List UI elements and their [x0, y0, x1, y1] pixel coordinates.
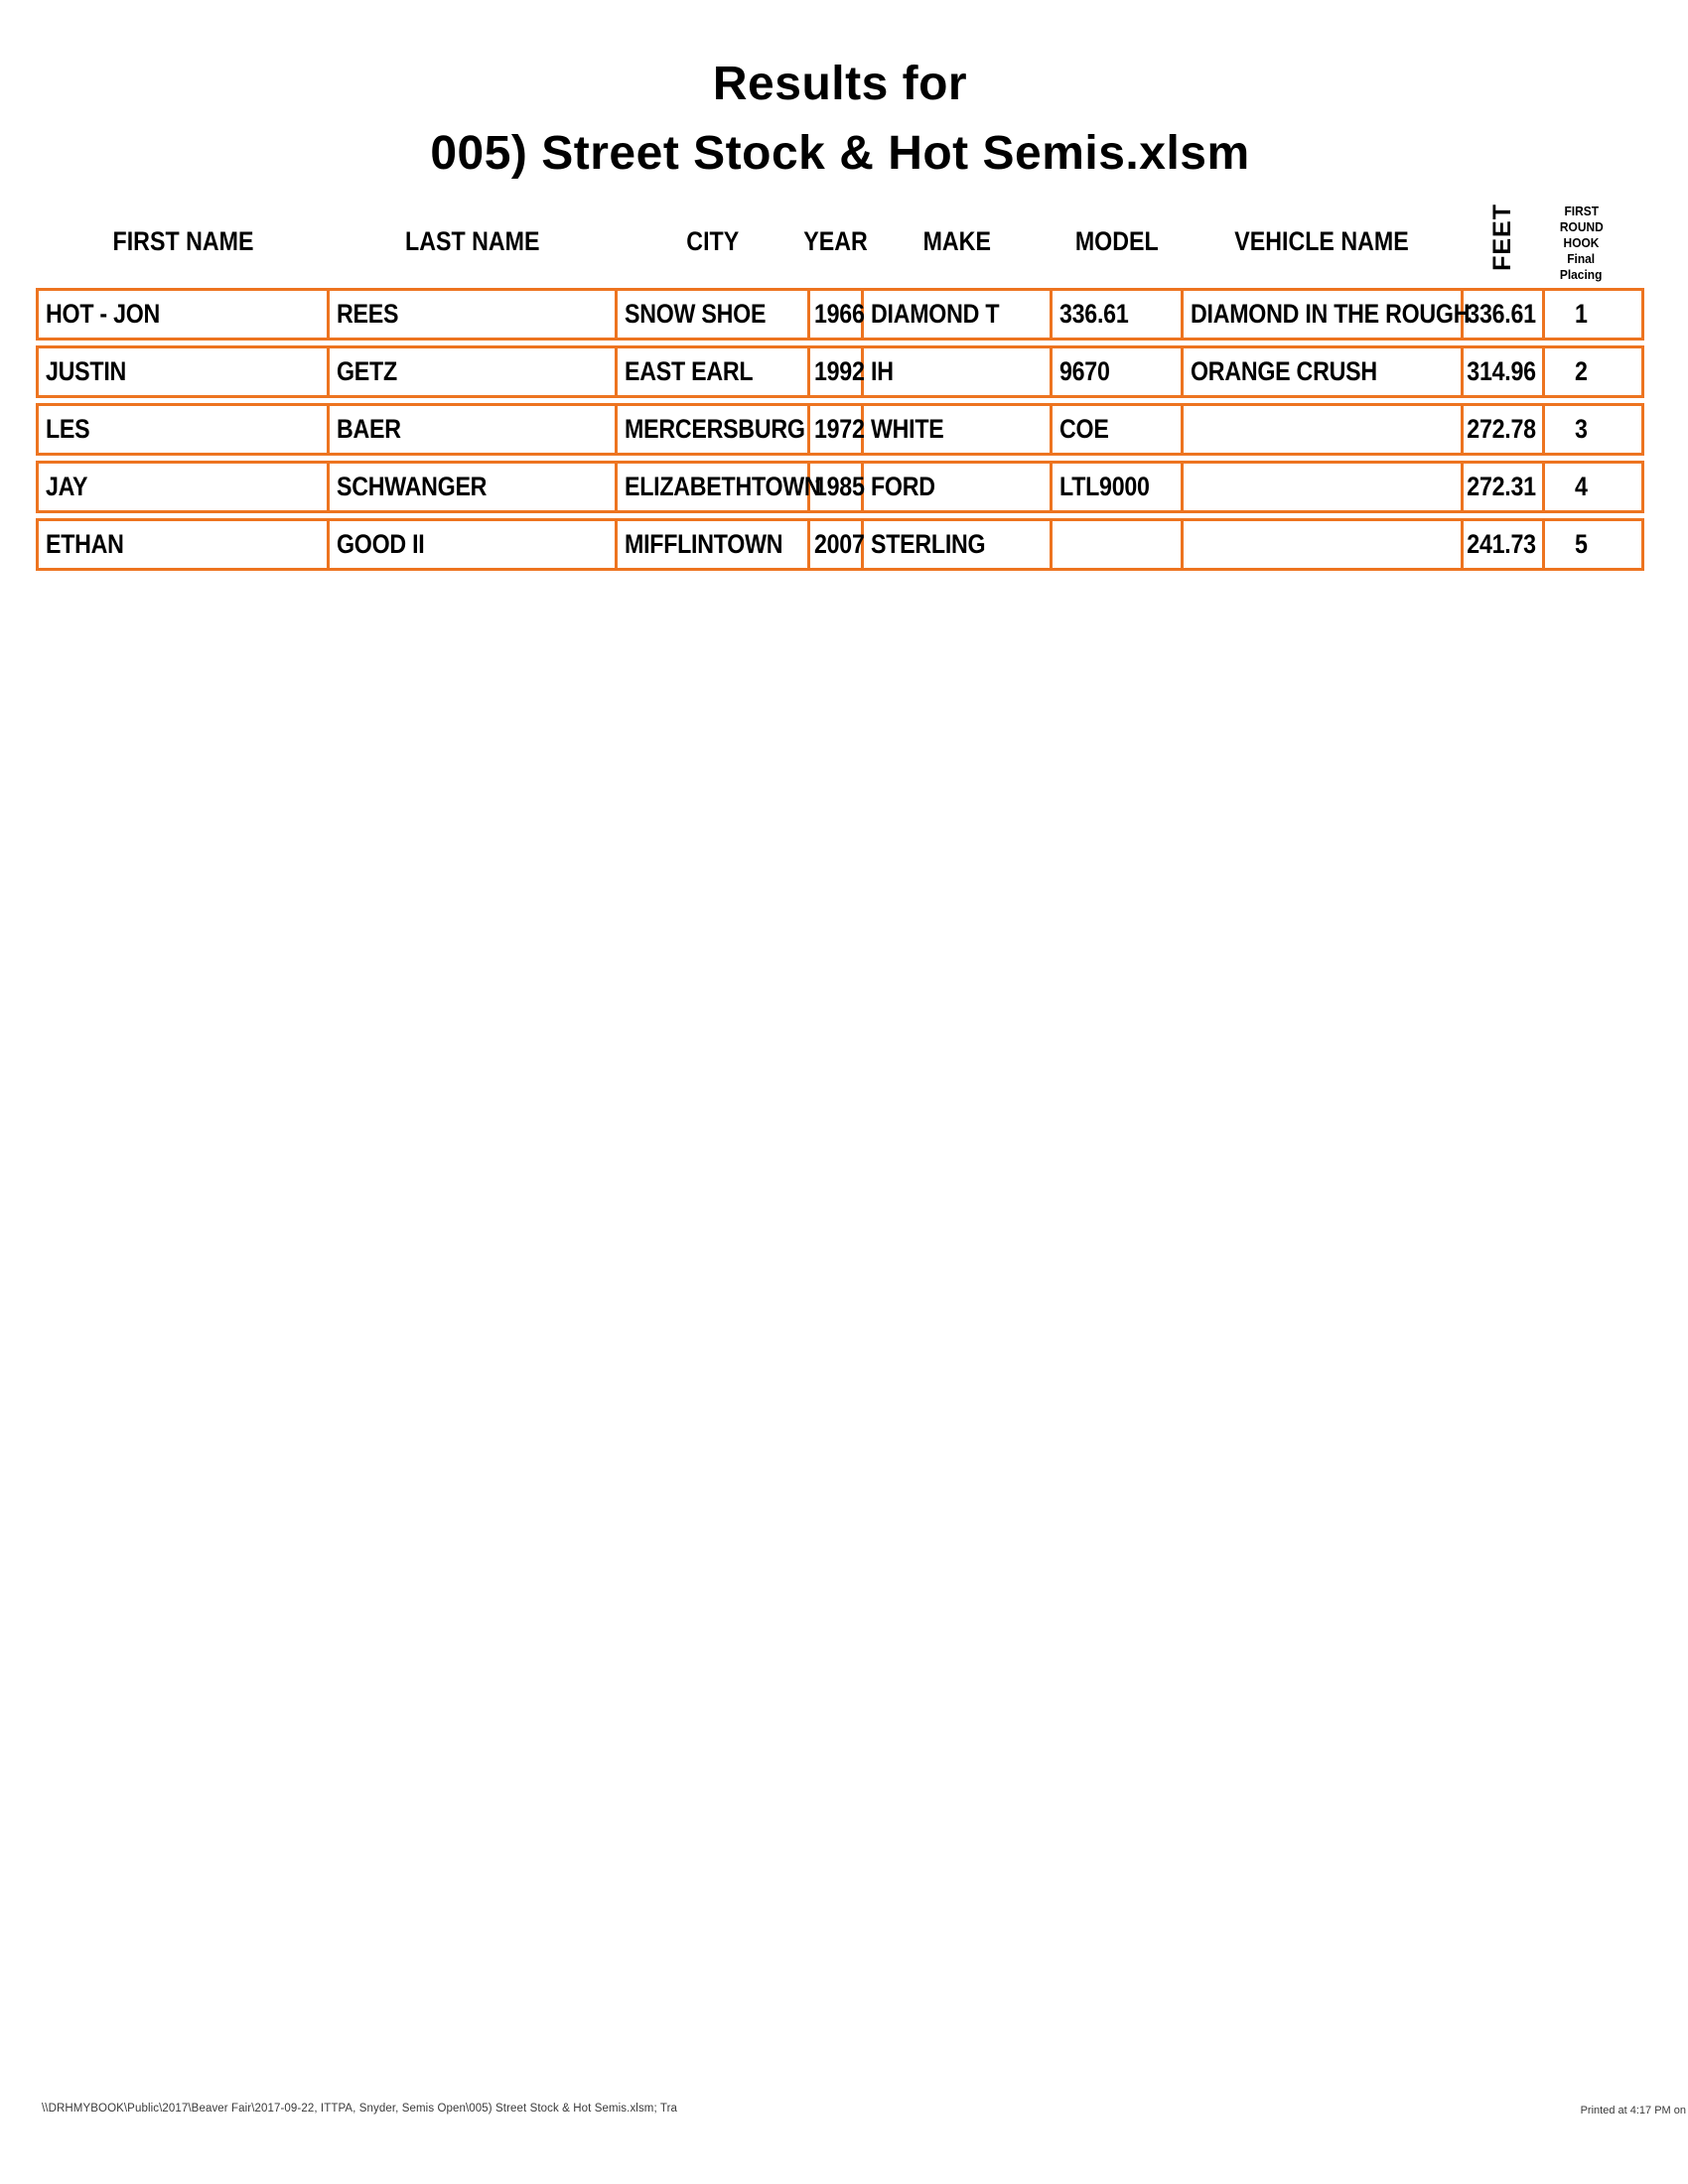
column-header-line: ROUND: [1559, 219, 1604, 234]
column-header-label: LAST NAME: [404, 226, 540, 256]
cell-last-name: [327, 348, 615, 395]
cell-value: 314.96: [1467, 356, 1536, 386]
table-header-row: [36, 189, 1644, 288]
cell-value: 2007: [814, 529, 865, 559]
cell-value: LTL9000: [1059, 472, 1150, 501]
cell-value: 1: [1575, 299, 1588, 329]
cell-vehicle-name: [1181, 406, 1461, 453]
column-header-label: YEAR: [803, 226, 868, 256]
cell-model: [1050, 291, 1181, 338]
cell-vehicle-name: [1181, 464, 1461, 510]
column-header-line: HOOK: [1563, 235, 1600, 250]
cell-city: [615, 348, 807, 395]
cell-city: [615, 291, 807, 338]
footer-printed-at: Printed at 4:17 PM on: [1580, 2105, 1686, 2116]
column-header-vehicle-name: [1181, 192, 1461, 285]
column-header-first-round-hook-final-placing: [1542, 192, 1618, 285]
cell-city: [615, 406, 807, 453]
column-header-city: [615, 192, 807, 285]
column-header-line: Final: [1567, 251, 1596, 266]
cell-value: 1992: [814, 356, 865, 386]
cell-value: ETHAN: [46, 529, 124, 559]
column-header-label: FIRST NAME: [112, 226, 253, 256]
cell-first-name: [39, 406, 327, 453]
cell-feet: [1461, 464, 1542, 510]
column-header-line: Placing: [1560, 267, 1603, 282]
cell-year: [807, 406, 865, 453]
cell-year: [807, 464, 865, 510]
cell-value: 1985: [814, 472, 865, 501]
cell-vehicle-name: [1181, 291, 1471, 338]
cell-first-name: [39, 348, 327, 395]
cell-value: EAST EARL: [625, 356, 754, 386]
cell-year: [807, 291, 865, 338]
cell-value: 3: [1575, 414, 1588, 444]
cell-year: [807, 521, 865, 568]
cell-model: [1050, 406, 1181, 453]
column-header-label: VEHICLE NAME: [1234, 226, 1410, 256]
cell-vehicle-name: [1181, 348, 1461, 395]
cell-feet: [1461, 406, 1542, 453]
cell-value: 336.61: [1059, 299, 1129, 329]
cell-first-name: [39, 464, 327, 510]
column-header-label-vertical: FEET: [1488, 204, 1516, 271]
cell-placing: [1542, 464, 1618, 510]
cell-city: [615, 521, 807, 568]
cell-value: GOOD II: [337, 529, 425, 559]
cell-value: 1972: [814, 414, 865, 444]
cell-value: ELIZABETHTOWN: [625, 472, 821, 501]
cell-value: BAER: [337, 414, 401, 444]
cell-value: COE: [1059, 414, 1109, 444]
results-table-body: [36, 288, 1644, 571]
cell-value: 272.78: [1467, 414, 1536, 444]
cell-value: 9670: [1059, 356, 1110, 386]
cell-last-name: [327, 521, 615, 568]
cell-value: 336.61: [1467, 299, 1536, 329]
cell-last-name: [327, 291, 615, 338]
cell-value: FORD: [871, 472, 935, 501]
cell-value: JUSTIN: [46, 356, 127, 386]
column-header-line: FIRST: [1564, 204, 1599, 218]
column-header-feet: [1461, 192, 1542, 285]
table-row: [36, 461, 1644, 513]
cell-model: [1050, 521, 1181, 568]
cell-value: IH: [871, 356, 894, 386]
cell-make: [861, 464, 1050, 510]
cell-value: ORANGE CRUSH: [1191, 356, 1377, 386]
column-header-first-name: [39, 192, 327, 285]
cell-value: REES: [337, 299, 399, 329]
cell-make: [861, 521, 1050, 568]
cell-value: WHITE: [871, 414, 944, 444]
column-header-year: [803, 192, 868, 285]
cell-value: SCHWANGER: [337, 472, 488, 501]
cell-model: [1050, 464, 1181, 510]
cell-feet: [1461, 348, 1542, 395]
cell-value: 241.73: [1467, 529, 1536, 559]
table-row: [36, 345, 1644, 398]
cell-city: [615, 464, 821, 510]
cell-first-name: [39, 521, 327, 568]
column-header-label: MODEL: [1074, 226, 1159, 256]
cell-vehicle-name: [1181, 521, 1461, 568]
cell-make: [861, 406, 1050, 453]
cell-value: DIAMOND T: [871, 299, 1000, 329]
cell-placing: [1542, 348, 1618, 395]
cell-value: 2: [1575, 356, 1588, 386]
footer-file-path: \\DRHMYBOOK\Public\2017\Beaver Fair\2017-09-22, ITTPA, Snyder, Semis Open\005) Street Stock & Hot Semis.xlsm; Tra: [42, 2103, 677, 2115]
column-header-last-name: [327, 192, 615, 285]
page-subtitle-filename: 005) Street Stock & Hot Semis.xlsm: [430, 127, 1250, 180]
column-header-make: [861, 192, 1050, 285]
cell-first-name: [39, 291, 327, 338]
cell-make: [861, 348, 1050, 395]
cell-value: 272.31: [1467, 472, 1536, 501]
cell-placing: [1542, 291, 1618, 338]
cell-value: HOT - JON: [46, 299, 161, 329]
cell-value: MIFFLINTOWN: [625, 529, 783, 559]
cell-model: [1050, 348, 1181, 395]
column-header-label: MAKE: [922, 226, 991, 256]
cell-value: SNOW SHOE: [625, 299, 767, 329]
cell-value: DIAMOND IN THE ROUGH: [1191, 299, 1471, 329]
cell-value: LES: [46, 414, 90, 444]
cell-make: [861, 291, 1050, 338]
cell-feet: [1461, 291, 1542, 338]
cell-value: MERCERSBURG: [625, 414, 805, 444]
cell-feet: [1461, 521, 1542, 568]
cell-value: 5: [1575, 529, 1588, 559]
cell-value: STERLING: [871, 529, 986, 559]
cell-value: GETZ: [337, 356, 397, 386]
cell-last-name: [327, 406, 615, 453]
column-header-model: [1050, 192, 1181, 285]
cell-placing: [1542, 521, 1618, 568]
column-header-label: CITY: [686, 226, 739, 256]
table-row: [36, 403, 1644, 456]
cell-value: 1966: [814, 299, 865, 329]
page-title: Results for: [712, 58, 968, 110]
cell-year: [807, 348, 865, 395]
table-row: [36, 288, 1644, 341]
page-title-block: [36, 50, 1644, 189]
cell-value: 4: [1575, 472, 1588, 501]
cell-last-name: [327, 464, 615, 510]
cell-value: JAY: [46, 472, 88, 501]
table-row: [36, 518, 1644, 571]
cell-placing: [1542, 406, 1618, 453]
